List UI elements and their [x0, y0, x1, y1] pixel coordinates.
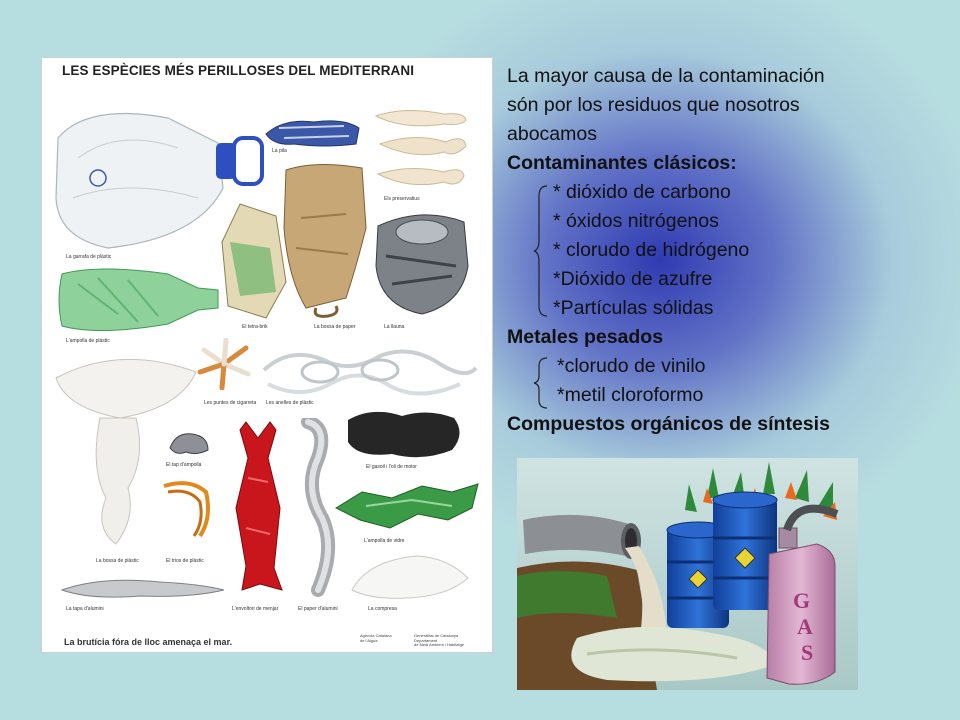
- caption-bossa-plastic: La bossa de plàstic: [96, 558, 139, 564]
- caption-embolcall: L'envoltori de menjar: [232, 606, 279, 612]
- intro-line-1: La mayor causa de la contaminación: [507, 65, 825, 87]
- section-classic-title: Contaminantes clásicos:: [507, 152, 737, 174]
- intro-line-2: són por los residuos que nosotros: [507, 94, 800, 116]
- gas-letter-g: G: [793, 588, 811, 613]
- preservatius-illustration: [374, 104, 474, 192]
- caption-puntes-cigarreta: Les puntes de cigarreta: [204, 400, 257, 406]
- caption-pila: La pila: [272, 148, 287, 154]
- section-metals-title: Metales pesados: [507, 326, 664, 348]
- caption-bossa-paper: La bossa de paper: [314, 324, 356, 330]
- caption-tap-ampolla: El tap d'ampolla: [166, 462, 202, 468]
- ampolla-plastic-illustration: [58, 264, 226, 336]
- section-organic-title: Compuestos orgánicos de síntesis: [507, 413, 830, 435]
- llauna-illustration: [372, 206, 470, 316]
- caption-paper-alumini: El paper d'alumini: [298, 606, 338, 612]
- intro-line-3: abocamos: [507, 123, 597, 145]
- caption-tetrabrik: El tetra-brik: [242, 324, 268, 330]
- metals-item-1: *clorudo de vinilo: [557, 355, 706, 377]
- pollution-poster: [42, 58, 492, 652]
- caption-ampolla-plastic: L'ampolla de plàstic: [66, 338, 110, 344]
- caption-compresa: La compresa: [368, 606, 397, 612]
- tapa-alumini-illustration: [60, 576, 226, 600]
- caption-llauna: La llauna: [384, 324, 405, 330]
- classic-item-4: *Dióxido de azufre: [553, 268, 713, 290]
- gasoil-illustration: [342, 404, 468, 462]
- bossa-paper-illustration: [276, 158, 372, 318]
- caption-tapa-alumini: La tapa d'alumini: [66, 606, 104, 612]
- caption-trios-plastic: El trios de plàstic: [166, 558, 204, 564]
- caption-gasoil: El gasoil i l'oli de motor: [366, 464, 417, 470]
- puntes-cigarreta-illustration: [194, 338, 256, 390]
- poster-title: LES ESPÈCIES MÉS PERILLOSES DEL MEDITERRANI: [62, 63, 415, 78]
- gas-letter-a: A: [797, 614, 813, 639]
- caption-ampolla-vidre: L'ampolla de vidre: [364, 538, 405, 544]
- classic-list: [507, 178, 947, 323]
- classic-item-1: * dióxido de carbono: [553, 181, 731, 203]
- pila-illustration: [264, 114, 364, 150]
- metals-list: [507, 352, 947, 410]
- trios-plastic-illustration: [160, 478, 214, 542]
- gas-letter-s: S: [801, 640, 814, 665]
- classic-item-5: *Partículas sólidas: [553, 297, 714, 319]
- caption-preservatius: Els preservatius: [384, 196, 420, 202]
- ampolla-vidre-illustration: [332, 478, 482, 534]
- tap-ampolla-illustration: [166, 430, 212, 458]
- caption-anelles-plastic: Les anelles de plàstic: [266, 400, 314, 406]
- pollution-clipart: [517, 458, 858, 690]
- metals-item-2: *metil cloroformo: [557, 384, 704, 406]
- agency-logo: Agència Catalana de l'Aigua: [360, 633, 392, 643]
- embolcall-illustration: [228, 418, 288, 594]
- poster-footer: La brutícia fóra de lloc amenaça el mar.: [64, 637, 233, 647]
- caption-garrafa: La garrafa de plàstic: [66, 254, 112, 260]
- compresa-illustration: [348, 550, 472, 602]
- text-column: [507, 62, 947, 439]
- anelles-plastic-illustration: [260, 340, 480, 404]
- pollution-scene: [517, 458, 858, 690]
- classic-item-3: * clorudo de hidrógeno: [553, 239, 750, 261]
- classic-item-2: * óxidos nitrógenos: [553, 210, 719, 232]
- government-logo: Generalitat de Catalunya Departament de Medi Ambient i Habitatge: [414, 633, 465, 648]
